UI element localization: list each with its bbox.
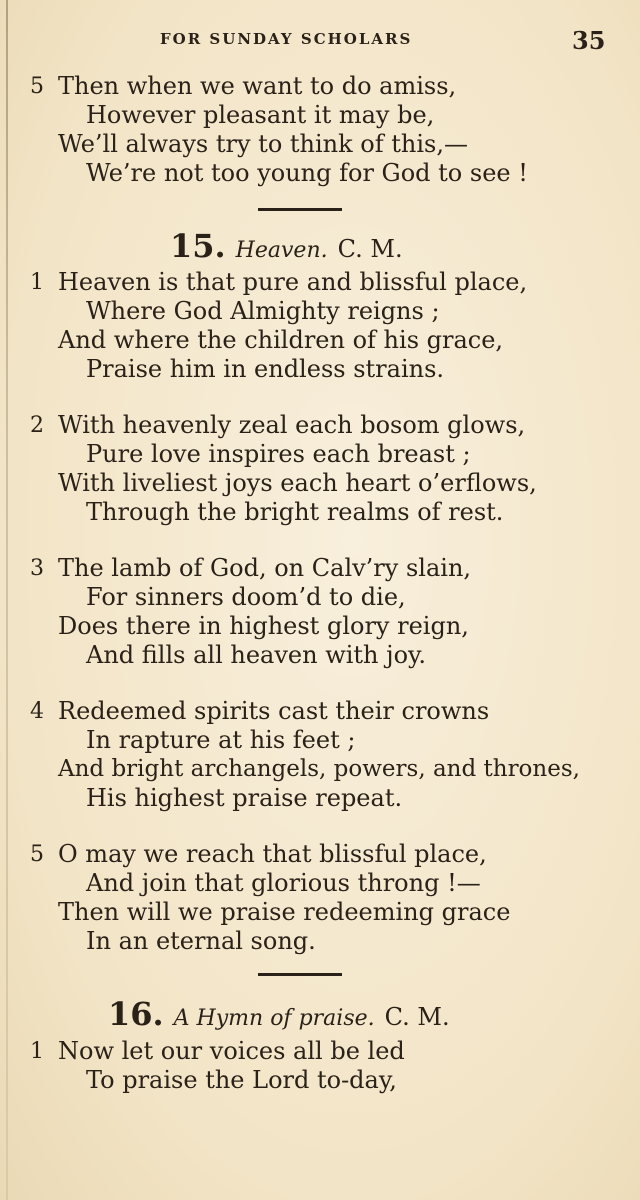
hymn-meter: C. M. [384, 1003, 450, 1031]
stanza-number: 5 [30, 74, 44, 99]
verse-line: We’re not too young for God to see ! [86, 159, 528, 187]
verse-line: To praise the Lord to-day, [86, 1066, 397, 1094]
stanza-number: 3 [30, 556, 44, 581]
section-rule [258, 208, 342, 211]
running-head: FOR SUNDAY SCHOLARS [160, 30, 413, 48]
verse-line: His highest praise repeat. [86, 784, 403, 812]
verse-line: And bright archangels, powers, and thrones, [58, 756, 580, 782]
verse-line: Then when we want to do amiss, [58, 72, 457, 100]
stanza-number: 1 [30, 1039, 44, 1064]
page-number: 35 [572, 26, 606, 55]
verse-line: Pure love inspires each breast ; [86, 440, 471, 468]
verse-line: And fills all heaven with joy. [86, 641, 427, 669]
stanza-number: 4 [30, 699, 44, 724]
hymn-title: Heaven. [235, 238, 328, 263]
verse-line: In an eternal song. [86, 927, 316, 955]
hymn-heading [170, 226, 403, 272]
page-edge [6, 0, 8, 1200]
verse-line: With heavenly zeal each bosom glows, [58, 411, 526, 439]
hymn-heading [108, 994, 450, 1040]
hymn-number: 16. [108, 995, 164, 1033]
verse-line: Through the bright realms of rest. [86, 498, 504, 526]
page-header [0, 26, 640, 56]
stanza-number: 1 [30, 270, 44, 295]
verse-line: Now let our voices all be led [58, 1037, 405, 1065]
hymn-meter: C. M. [337, 235, 403, 263]
verse-line: We’ll always try to think of this,— [58, 130, 468, 158]
hymn-title: A Hymn of praise. [173, 1006, 375, 1031]
stanza-number: 5 [30, 842, 44, 867]
verse-line: In rapture at his feet ; [86, 726, 356, 754]
verse-line: And join that glorious throng !— [86, 869, 481, 897]
verse-line: And where the children of his grace, [58, 326, 504, 354]
section-rule [258, 973, 342, 976]
verse-line: Redeemed spirits cast their crowns [58, 697, 490, 725]
verse-line: O may we reach that blissful place, [58, 840, 487, 868]
verse-line: Praise him in endless strains. [86, 355, 445, 383]
verse-line: Then will we praise redeeming grace [58, 898, 511, 926]
verse-line: With liveliest joys each heart o’erflows, [58, 469, 537, 497]
verse-line: Heaven is that pure and blissful place, [58, 268, 528, 296]
verse-line: The lamb of God, on Calv’ry slain, [58, 554, 472, 582]
verse-line: For sinners doom’d to die, [86, 583, 406, 611]
hymn-number: 15. [170, 227, 226, 265]
stanza-number: 2 [30, 413, 44, 438]
verse-line: Where God Almighty reigns ; [86, 297, 440, 325]
verse-line: However pleasant it may be, [86, 101, 435, 129]
verse-line: Does there in highest glory reign, [58, 612, 469, 640]
